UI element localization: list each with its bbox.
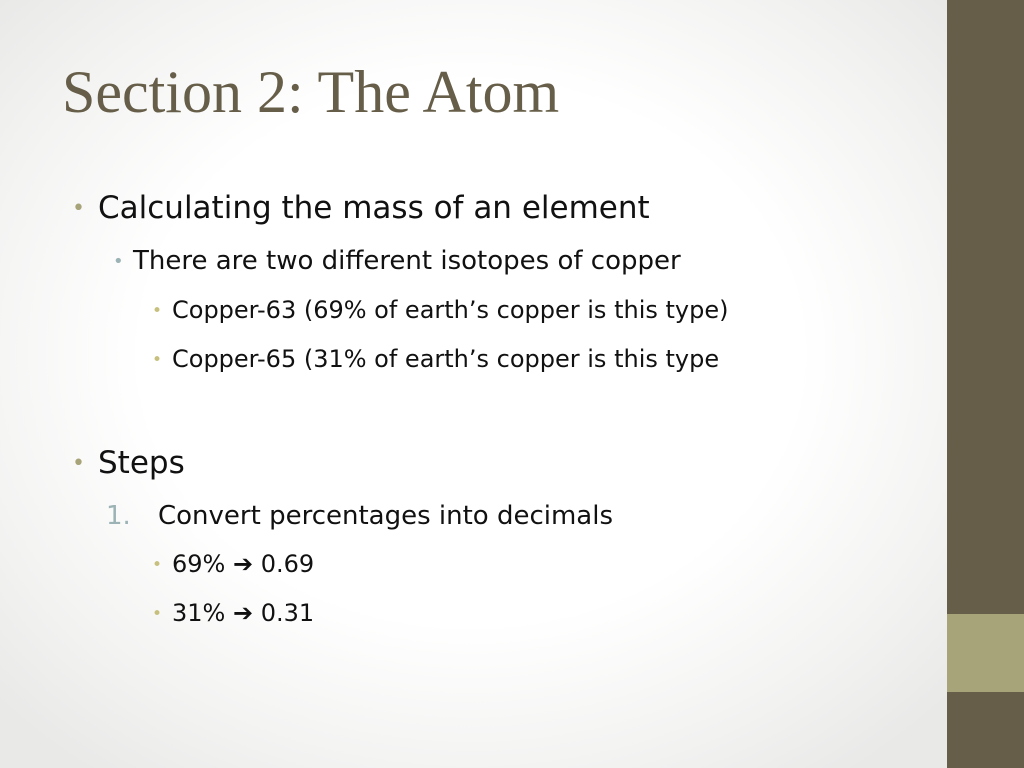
conversion-from: 69% <box>172 550 226 578</box>
bullet-copper-63 <box>152 298 728 322</box>
bullet-icon: • <box>152 350 163 370</box>
step-number: 1. <box>106 501 131 531</box>
bullet-isotopes <box>113 248 681 274</box>
bullet-text: Steps <box>98 445 185 481</box>
bullet-icon: • <box>152 555 163 575</box>
bullet-steps-heading <box>72 445 185 481</box>
bullet-mass-heading <box>72 190 650 226</box>
conversion-from: 31% <box>172 599 226 627</box>
bullet-conversion-69 <box>152 552 314 576</box>
bullet-text: Copper-65 (31% of earth’s copper is this type <box>172 345 720 373</box>
bullet-icon: • <box>152 301 163 321</box>
bullet-conversion-31 <box>152 601 314 625</box>
sidebar-accent-block <box>947 614 1024 692</box>
step-text: Convert percentages into decimals <box>158 501 614 531</box>
bullet-text: Calculating the mass of an element <box>98 190 650 226</box>
bullet-icon: • <box>72 196 85 221</box>
arrow-right-icon: ➔ <box>232 550 254 578</box>
bullet-text: Copper-63 (69% of earth’s copper is this type) <box>172 296 729 324</box>
slide-title: Section 2: The Atom <box>62 59 560 125</box>
bullet-copper-65 <box>152 347 719 371</box>
bullet-text: There are two different isotopes of copper <box>133 246 681 276</box>
numbered-step-1 <box>106 503 613 529</box>
conversion-to: 0.69 <box>260 550 315 578</box>
bullet-icon: • <box>113 251 124 272</box>
conversion-to: 0.31 <box>260 599 315 627</box>
bullet-icon: • <box>72 451 85 476</box>
bullet-icon: • <box>152 604 163 624</box>
arrow-right-icon: ➔ <box>232 599 254 627</box>
